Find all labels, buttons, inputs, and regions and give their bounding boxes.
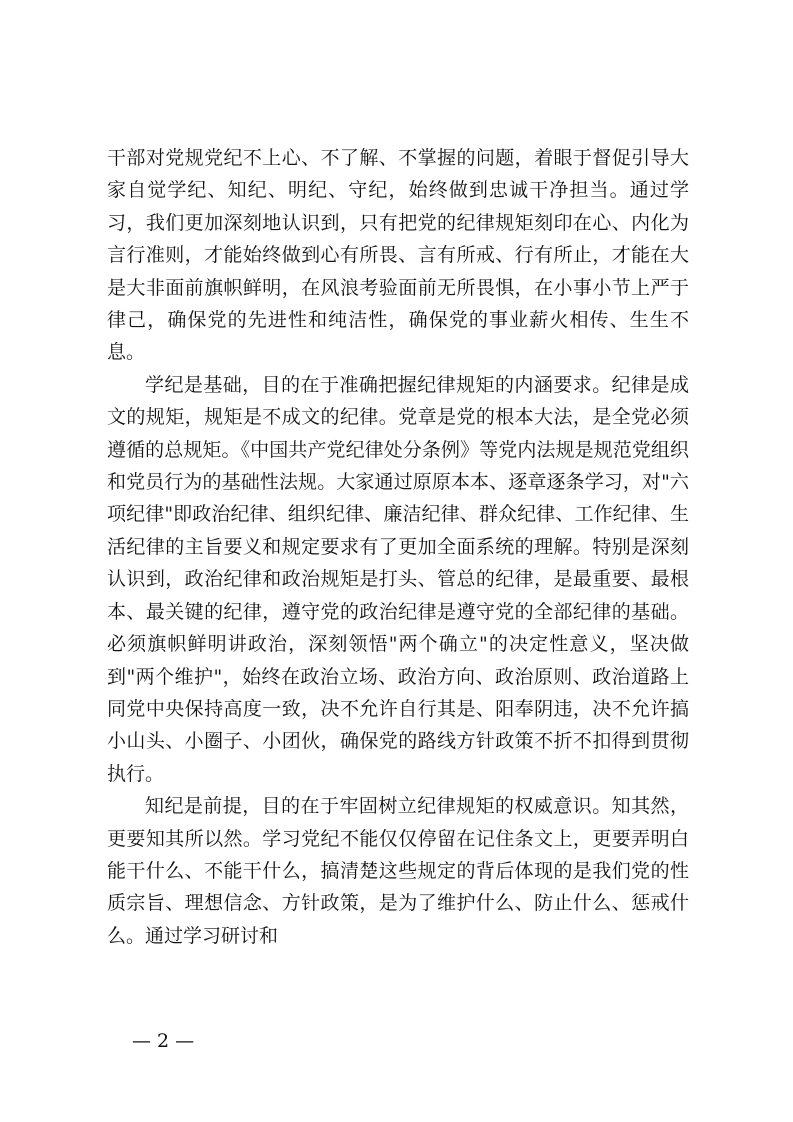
paragraph-3: 知纪是前提，目的在于牢固树立纪律规矩的权威意识。知其然，更要知其所以然。学习党纪不能仅仅停留在记住条文上，更要弄明白能干什么、不能干什么，搞清楚这些规定的背后体现的是我们党的性质宗旨、理想信念、方针政策，是为了维护什么、防止什么、惩戒什么。通过学习研讨和 xyxy=(107,795,689,947)
document-body xyxy=(107,142,689,952)
page-number: — 2 — xyxy=(132,1030,195,1052)
paragraph-2: 学纪是基础，目的在于准确把握纪律规矩的内涵要求。纪律是成文的规矩，规矩是不成文的纪律。党章是党的根本大法，是全党必须遵循的总规矩。《中国共产党纪律处分条例》等党内法规是规范党组织和党员行为的基础性法规。大家通过原原本本、逐章逐条学习，对"六项纪律"即政治纪律、组织纪律、廉洁纪律、群众纪律、工作纪律、生活纪律的主旨要义和规定要求有了更加全面系统的理解。特别是深刻认识到，政治纪律和政治规矩是打头、管总的纪律，是最重要、最根本、最关键的纪律，遵守党的政治纪律是遵守党的全部纪律的基础。必须旗帜鲜明讲政治，深刻领悟"两个确立"的决定性意义，坚决做到"两个维护"，始终在政治立场、政治方向、政治原则、政治道路上同党中央保持高度一致，决不允许自行其是、阳奉阴违，决不允许搞小山头、小圈子、小团伙，确保党的路线方针政策不折不扣得到贯彻执行。 xyxy=(107,373,689,785)
paragraph-1: 干部对党规党纪不上心、不了解、不掌握的问题，着眼于督促引导大家自觉学纪、知纪、明纪、守纪，始终做到忠诚干净担当。通过学习，我们更加深刻地认识到，只有把党的纪律规矩刻印在心、内化为言行准则，才能始终做到心有所畏、言有所戒、行有所止，才能在大是大非面前旗帜鲜明，在风浪考验面前无所畏惧，在小事小节上严于律己，确保党的先进性和纯洁性，确保党的事业薪火相传、生生不息。 xyxy=(107,147,689,364)
